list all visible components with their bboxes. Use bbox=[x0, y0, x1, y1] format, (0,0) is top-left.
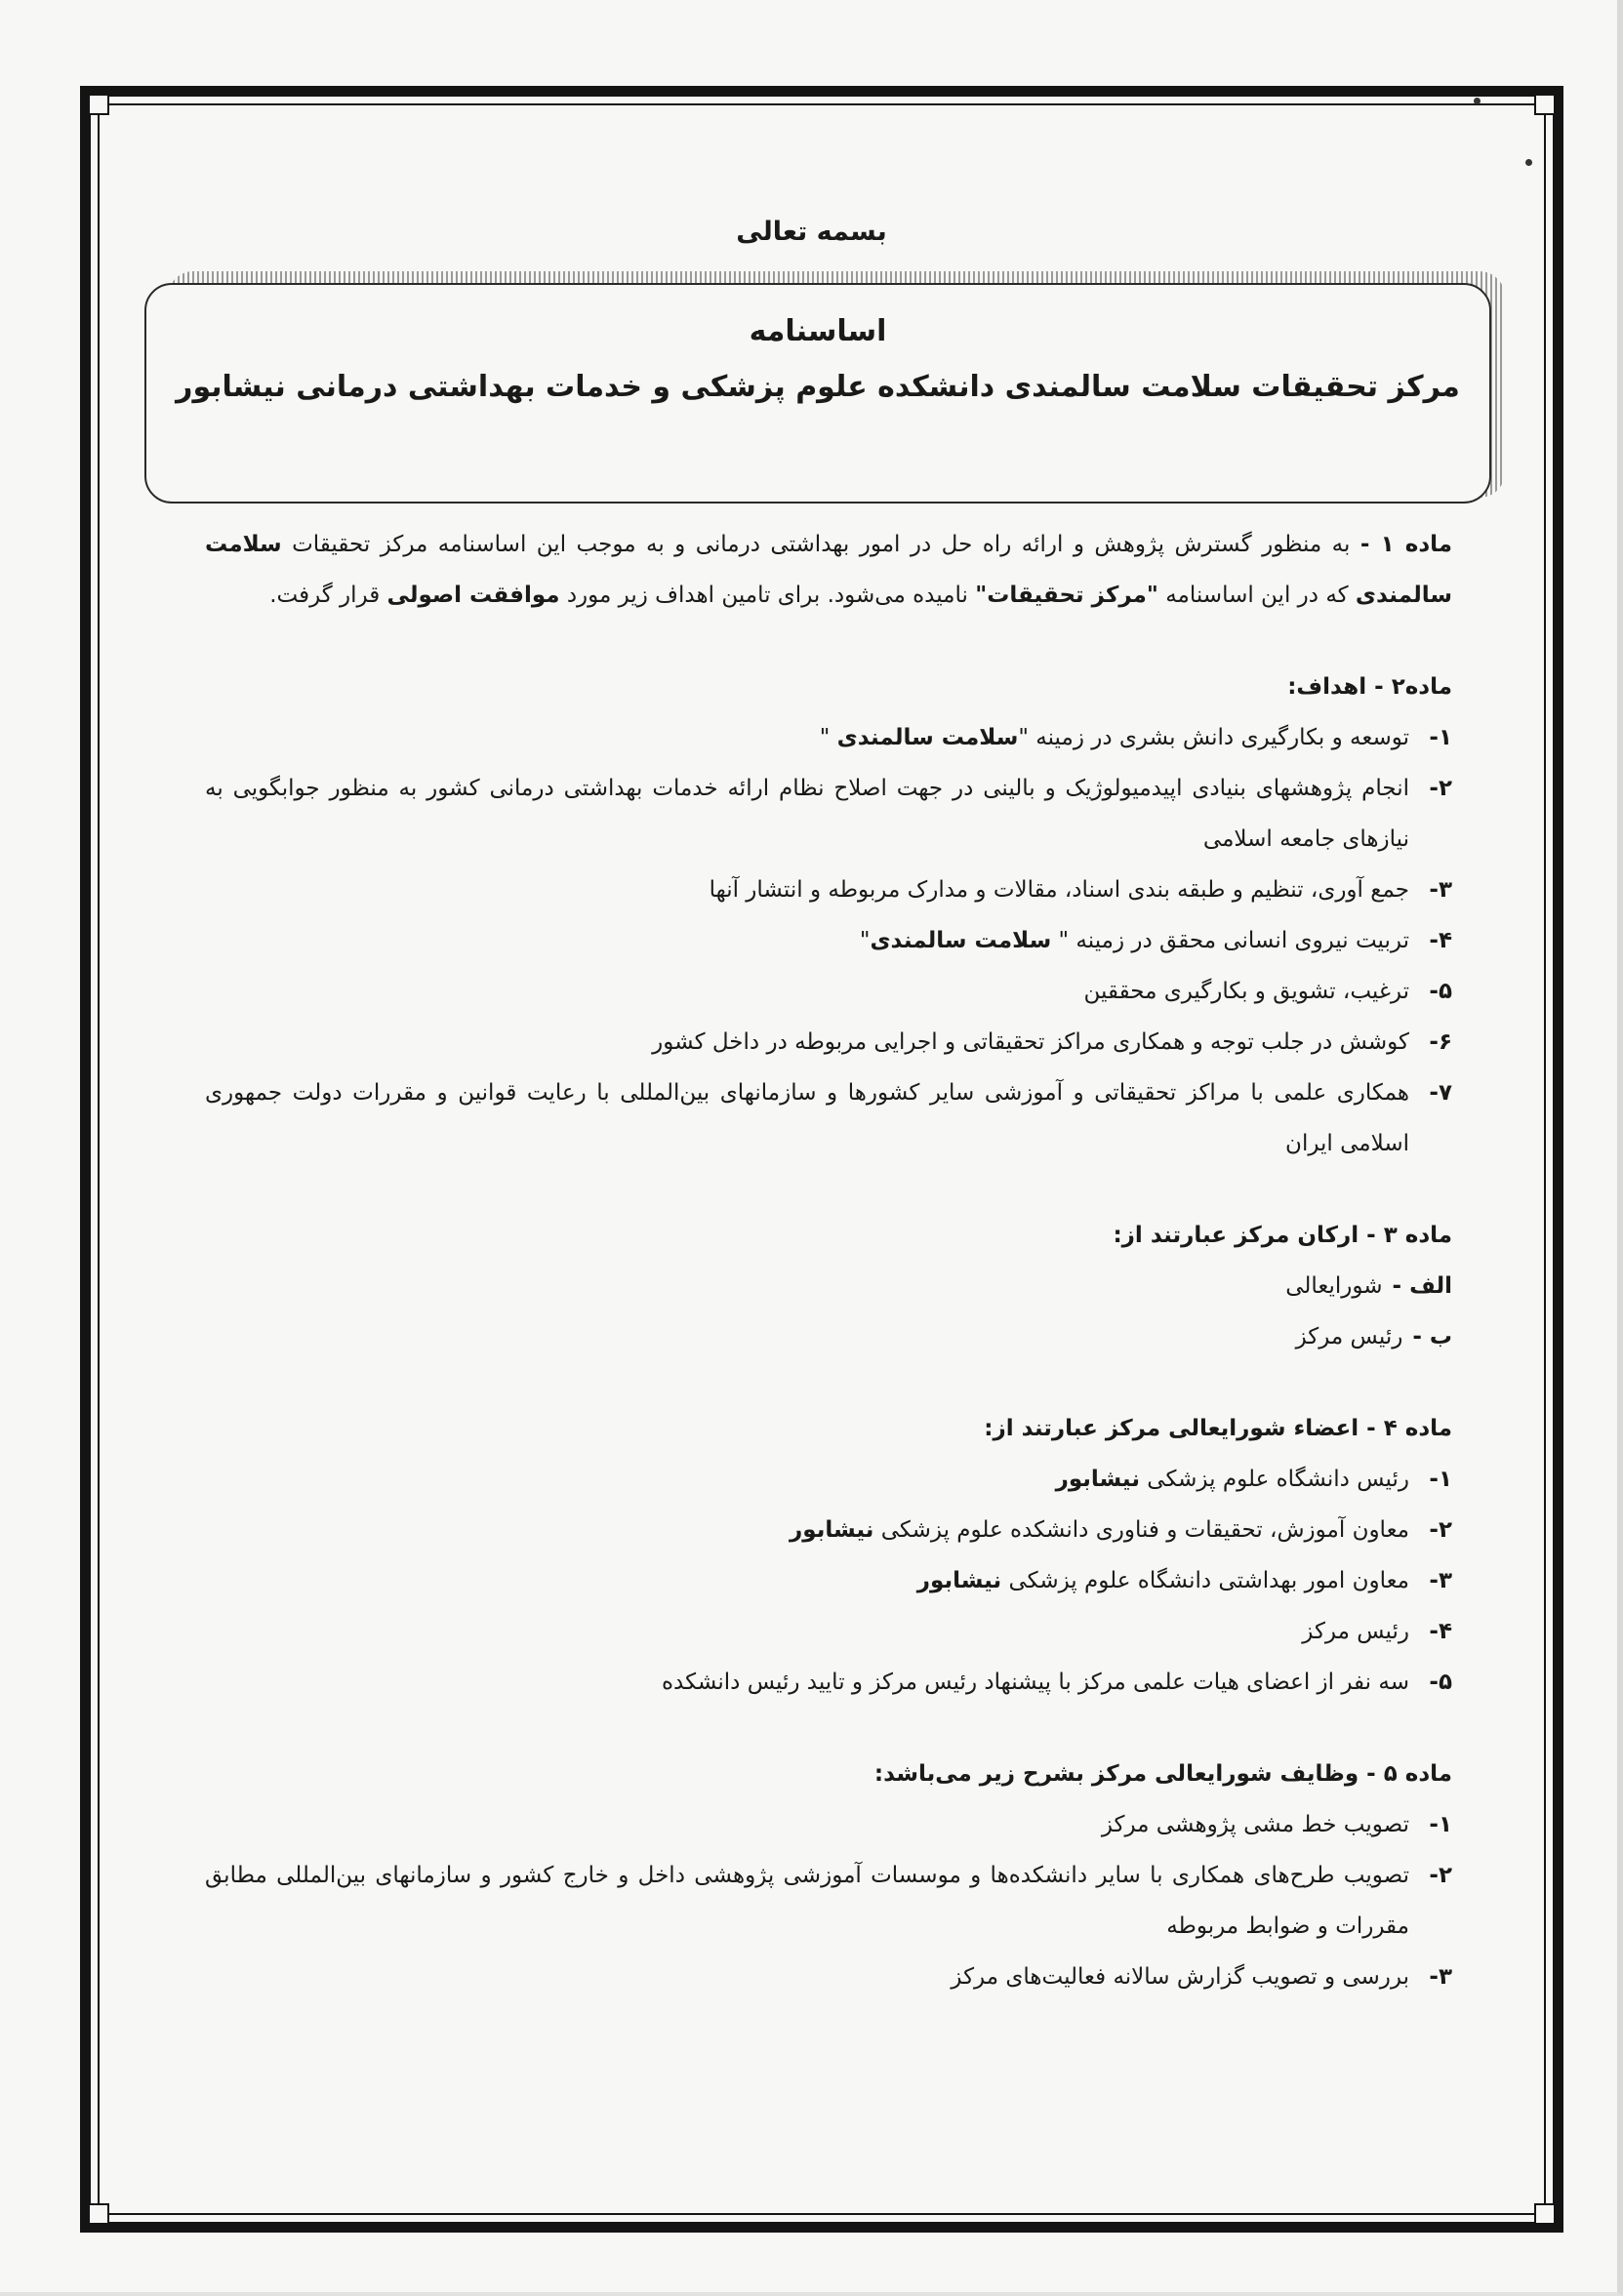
item-bold: سلامت سالمندی bbox=[870, 928, 1052, 953]
article-1 bbox=[205, 519, 1452, 621]
item-text: ترغیب، تشویق و بکارگیری محققین bbox=[1083, 979, 1409, 1004]
article-4-heading: ماده ۴ - اعضاء شورایعالی مرکز عبارتند از: bbox=[984, 1416, 1452, 1441]
item-label: ب - bbox=[1412, 1324, 1452, 1349]
item-text: معاون امور بهداشتی دانشگاه علوم پزشکی bbox=[1001, 1568, 1409, 1593]
item-number: ۳- bbox=[1429, 877, 1452, 903]
title-box bbox=[144, 283, 1491, 504]
list-item bbox=[205, 1505, 1452, 1555]
item-number: ۳- bbox=[1429, 1964, 1452, 1990]
item-number: ۵- bbox=[1429, 1670, 1452, 1695]
item-number: ۲- bbox=[1429, 1863, 1452, 1888]
list-item bbox=[205, 712, 1452, 763]
item-text: رئیس مرکز bbox=[1302, 1619, 1409, 1644]
list-item bbox=[205, 1799, 1452, 1850]
item-number: ۶- bbox=[1429, 1029, 1452, 1055]
list-item bbox=[205, 763, 1452, 865]
item-number: ۴- bbox=[1429, 928, 1452, 953]
list-item bbox=[205, 915, 1452, 966]
article-1-text: به منظور گسترش پژوهش و ارائه راه حل در امور بهداشتی درمانی و به موجب این اساسنامه مرکز تحقیقات bbox=[292, 532, 1351, 557]
list-item bbox=[205, 1850, 1452, 1952]
item-text: تصویب طرح‌های همکاری با سایر دانشکده‌ها و موسسات آموزشی پژوهشی داخل و خارج کشور و سازمانهای بین‌المللی مطابق مقررات و ضوابط مربوطه bbox=[205, 1863, 1409, 1939]
item-number: ۳- bbox=[1429, 1568, 1452, 1593]
article-2-heading: ماده۲ - اهداف: bbox=[1287, 674, 1452, 700]
list-item bbox=[205, 1657, 1452, 1708]
list-item bbox=[205, 865, 1452, 915]
item-text: معاون آموزش، تحقیقات و فناوری دانشکده علوم پزشکی bbox=[873, 1517, 1409, 1543]
item-text: رئیس دانشگاه علوم پزشکی bbox=[1139, 1467, 1409, 1492]
article-1-bold: "مرکز تحقیقات" bbox=[975, 583, 1158, 608]
list-item bbox=[205, 1952, 1452, 2002]
list-item bbox=[205, 1555, 1452, 1606]
item-text: کوشش در جلب توجه و همکاری مراکز تحقیقاتی و اجرایی مربوطه در داخل کشور bbox=[652, 1029, 1409, 1055]
item-text: جمع آوری، تنظیم و طبقه بندی اسناد، مقالات و مدارک مربوطه و انتشار آنها bbox=[709, 877, 1409, 903]
item-bold: نیشابور bbox=[916, 1568, 1002, 1593]
item-bold: سلامت سالمندی bbox=[836, 725, 1019, 750]
item-number: ۲- bbox=[1429, 1517, 1452, 1543]
item-text: همکاری علمی با مراکز تحقیقاتی و آموزشی سایر کشورها و سازمانهای بین‌المللی با رعایت قوانین و مقررات دولت جمهوری اسلامی ایران bbox=[205, 1080, 1409, 1156]
article-3-list bbox=[205, 1261, 1452, 1362]
document-title: اساسنامه bbox=[749, 314, 887, 348]
article-1-text: قرار گرفت. bbox=[269, 583, 381, 608]
article-5-list bbox=[205, 1799, 1452, 2002]
article-5-heading: ماده ۵ - وظایف شورایعالی مرکز بشرح زیر می‌باشد: bbox=[873, 1761, 1452, 1787]
article-1-bold: موافقت اصولی bbox=[386, 583, 560, 608]
item-text: تصویب خط مشی پژوهشی مرکز bbox=[1101, 1812, 1409, 1837]
item-bold: نیشابور bbox=[790, 1517, 874, 1543]
item-text: انجام پژوهشهای بنیادی اپیدمیولوژیک و بالینی در جهت اصلاح نظام ارائه خدمات بهداشتی درمانی کشور به منظور جوابگویی به نیازهای جامعه اسلامی bbox=[205, 776, 1409, 852]
document-subtitle: مرکز تحقیقات سلامت سالمندی دانشکده علوم پزشکی و خدمات بهداشتی درمانی نیشابور bbox=[176, 370, 1460, 404]
article-2-list bbox=[205, 712, 1452, 1169]
item-label: الف - bbox=[1392, 1273, 1452, 1299]
bismillah-heading: بسمه تعالی bbox=[736, 217, 887, 247]
list-item bbox=[205, 966, 1452, 1017]
article-1-number: ماده ۱ - bbox=[1359, 532, 1453, 557]
item-text: توسعه و بکارگیری دانش بشری در زمینه " bbox=[1018, 725, 1409, 750]
item-text: تربیت نیروی انسانی محقق در زمینه " bbox=[1051, 928, 1409, 953]
list-item bbox=[205, 1311, 1452, 1362]
item-text: بررسی و تصویب گزارش سالانه فعالیت‌های مرکز bbox=[951, 1964, 1409, 1990]
list-item bbox=[205, 1606, 1452, 1657]
article-4-list bbox=[205, 1454, 1452, 1708]
item-text: رئیس مرکز bbox=[1295, 1324, 1403, 1349]
article-1-text: نامیده می‌شود. برای تامین اهداف زیر مورد bbox=[566, 583, 976, 608]
item-bold: نیشابور bbox=[1055, 1467, 1140, 1492]
list-item bbox=[205, 1454, 1452, 1505]
list-item bbox=[205, 1067, 1452, 1169]
document-body bbox=[205, 519, 1452, 2002]
article-3-heading: ماده ۳ - ارکان مرکز عبارتند از: bbox=[1113, 1223, 1452, 1248]
item-number: ۱- bbox=[1429, 1812, 1452, 1837]
article-1-text: که در این اساسنامه bbox=[1157, 583, 1349, 608]
item-number: ۲- bbox=[1429, 776, 1452, 801]
article-1-bold: سلامت سالمندی bbox=[205, 532, 1452, 608]
item-number: ۵- bbox=[1429, 979, 1452, 1004]
item-number: ۱- bbox=[1429, 725, 1452, 750]
item-text: " bbox=[859, 928, 871, 953]
item-text: سه نفر از اعضای هیات علمی مرکز با پیشنهاد رئیس مرکز و تایید رئیس دانشکده bbox=[662, 1670, 1409, 1695]
item-text: شورایعالی bbox=[1285, 1273, 1383, 1299]
list-item bbox=[205, 1017, 1452, 1067]
item-number: ۴- bbox=[1429, 1619, 1452, 1644]
item-number: ۱- bbox=[1429, 1467, 1452, 1492]
item-number: ۷- bbox=[1429, 1080, 1452, 1106]
item-text: " bbox=[819, 725, 837, 750]
list-item bbox=[205, 1261, 1452, 1311]
